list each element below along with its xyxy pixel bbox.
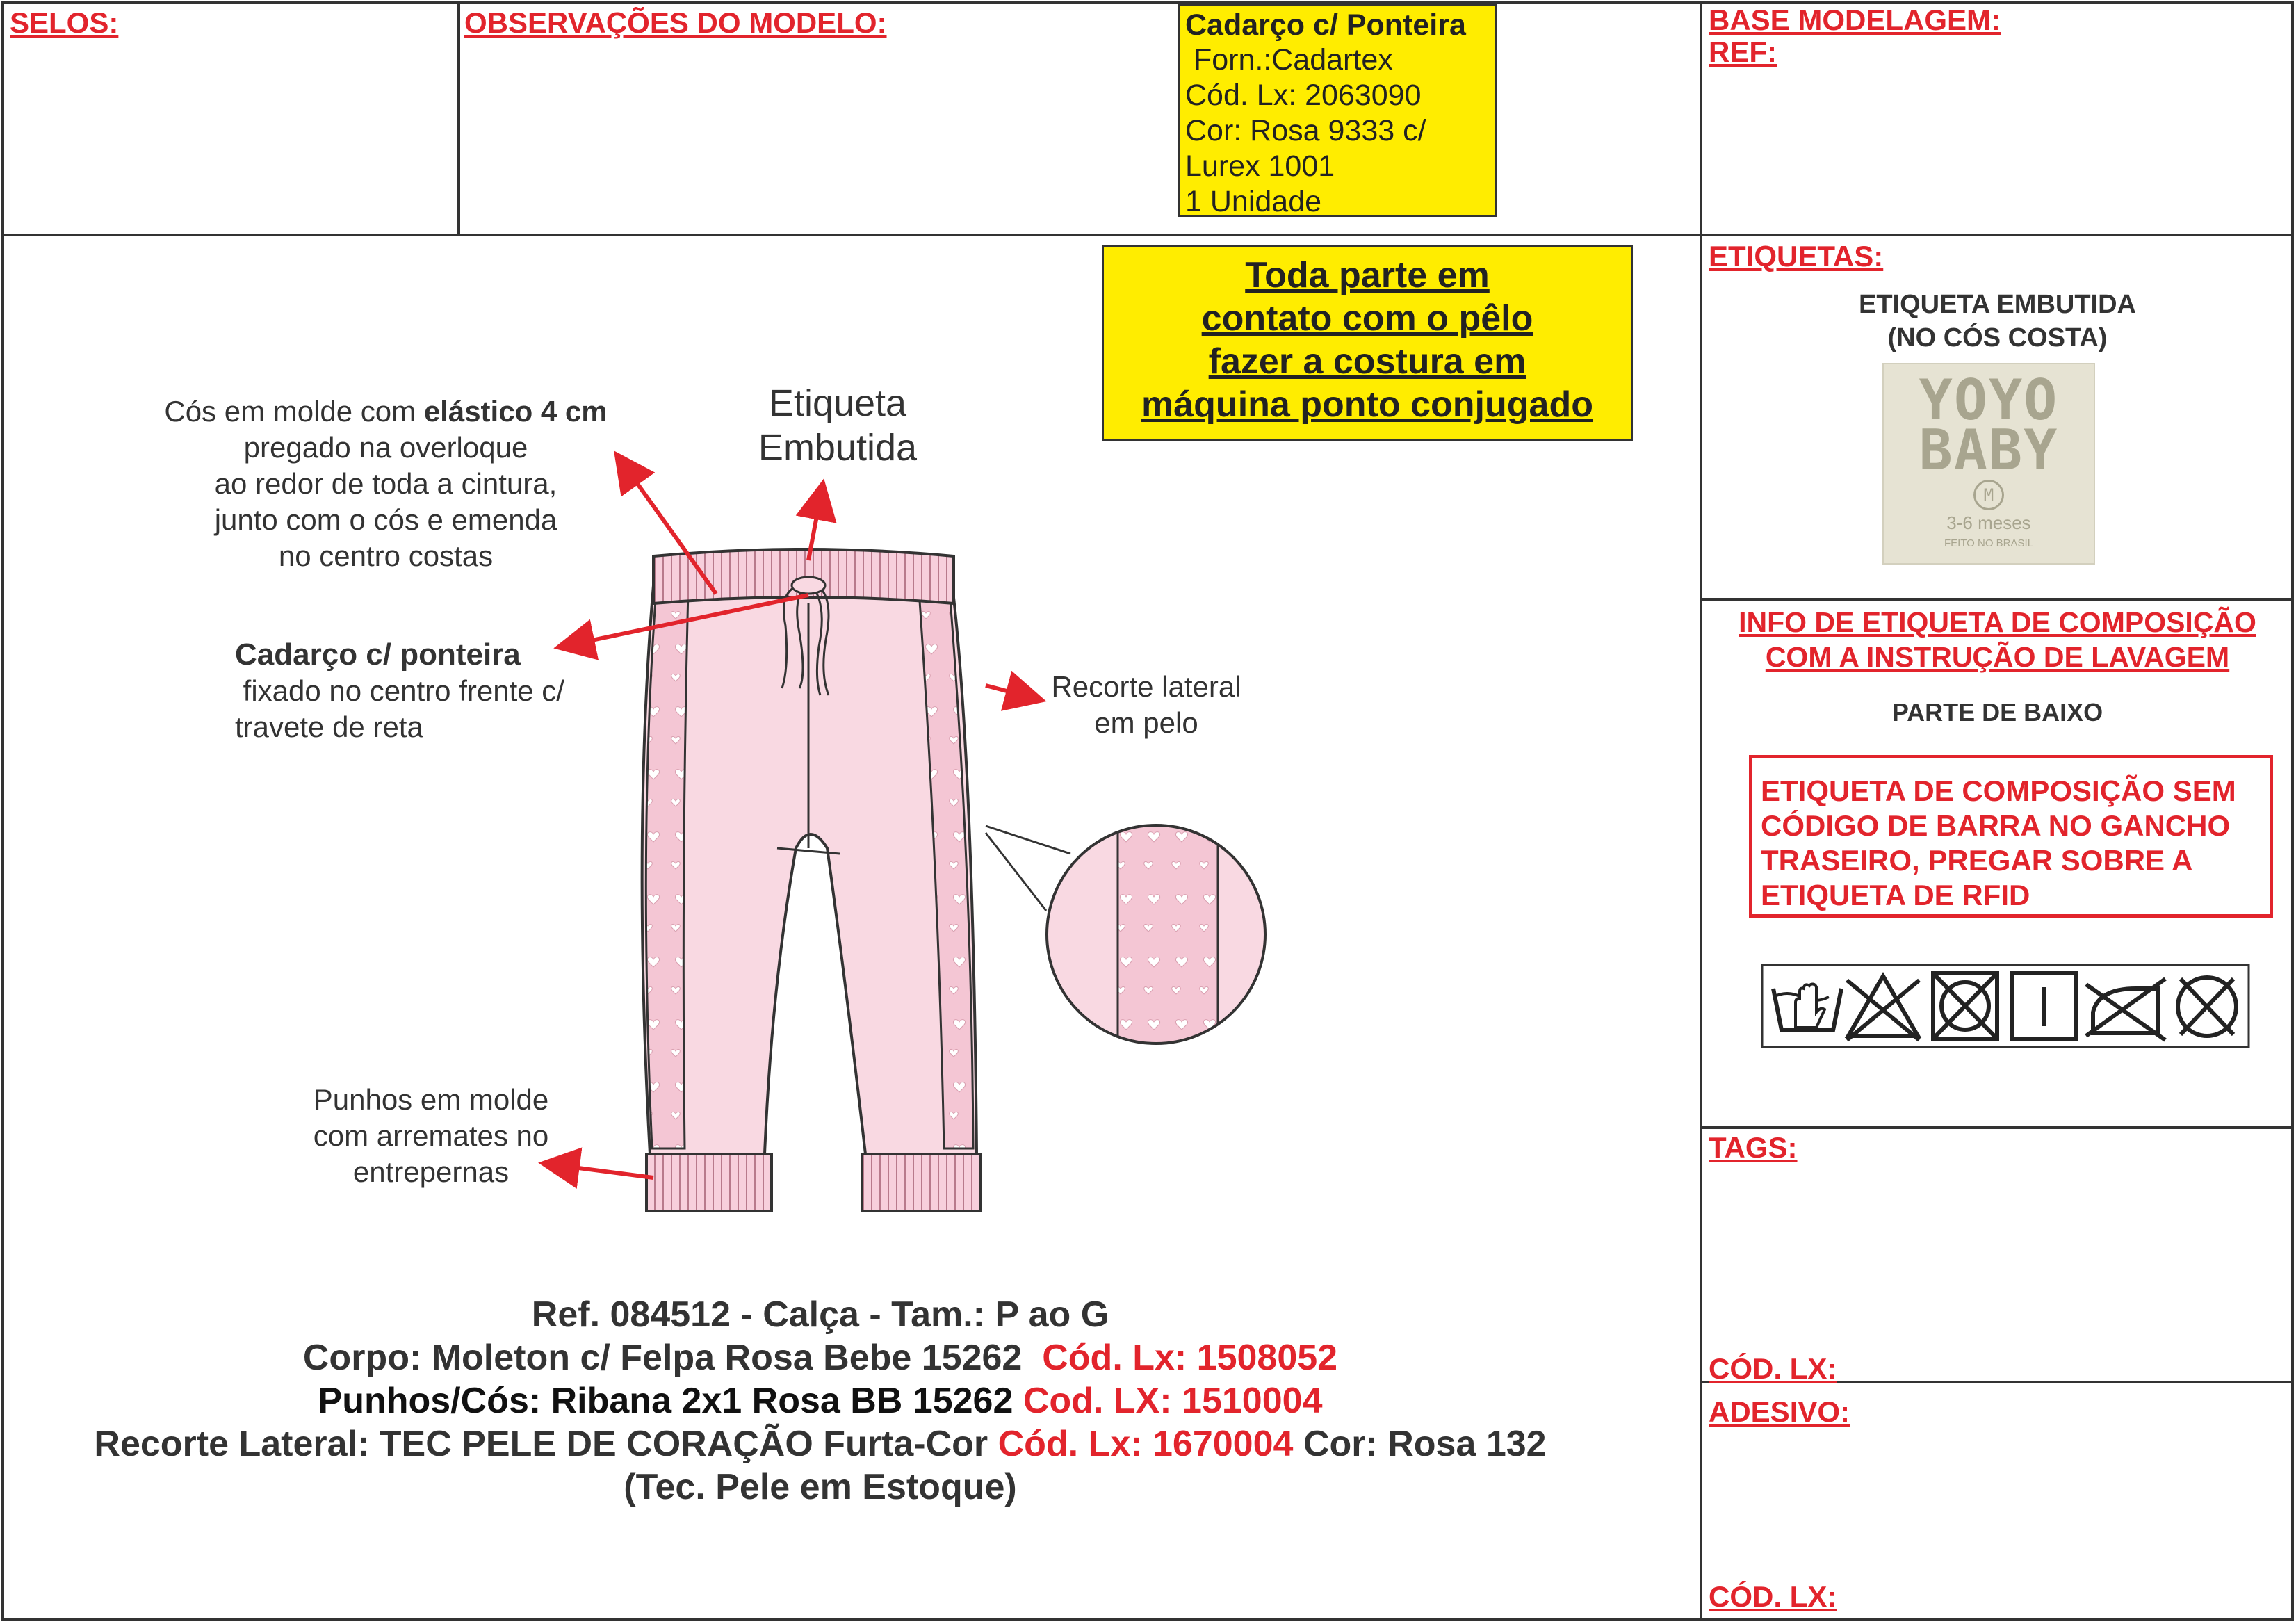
pants-body: [642, 549, 980, 1211]
tags-label: TAGS:: [1709, 1131, 1798, 1164]
pelo-note-line: máquina ponto conjugado: [1141, 384, 1593, 425]
right-divider-2: [1701, 1126, 2294, 1129]
etiquetas-label: ETIQUETAS:: [1709, 240, 1884, 273]
punhos-annotation-line: com arremates no: [313, 1119, 549, 1152]
cos-annotation-text: Cós em molde com: [164, 395, 424, 428]
label-size: M: [1973, 480, 2004, 510]
pelo-note-line: Toda parte em: [1245, 255, 1490, 295]
cadarco-annotation-line: travete de reta: [235, 710, 423, 743]
composicao-warning-line: CÓDIGO DE BARRA NO GANCHO: [1761, 809, 2231, 842]
observacoes-label: OBSERVAÇÕES DO MODELO:: [464, 6, 887, 39]
spec-ref-line: Ref. 084512 - Calça - Tam.: P ao G: [531, 1294, 1109, 1335]
composicao-warning-line: ETIQUETA DE RFID: [1761, 879, 2030, 911]
spec-recorte-line: [28, 1422, 1613, 1465]
info-etiqueta-title: [1701, 605, 2294, 674]
cos-annotation-line: junto com o cós e emenda: [214, 503, 557, 536]
etiqueta-embutida-line: ETIQUETA EMBUTIDA: [1859, 290, 2136, 319]
parte-de-baixo-label: PARTE DE BAIXO: [1891, 698, 2103, 726]
spec-punhos-code: Cod. LX: 1510004: [1023, 1381, 1323, 1421]
composicao-warning-line: ETIQUETA DE COMPOSIÇÃO SEM: [1761, 774, 2236, 807]
label-brand-line: YOYO: [1919, 368, 2059, 432]
cos-elastic-text: elástico 4 cm: [423, 395, 608, 428]
cos-annotation-line: pregado na overloque: [243, 431, 528, 464]
cos-annotation-line: no centro costas: [278, 539, 494, 572]
care-symbols-strip: [1761, 964, 2250, 1048]
base-modelagem-label: BASE MODELAGEM:: [1709, 3, 2001, 36]
composicao-warning-box: [1749, 755, 2273, 918]
pelo-note-line: contato com o pêlo: [1201, 298, 1533, 339]
punhos-arrow: [546, 1164, 653, 1178]
spec-punhos-line: [28, 1379, 1613, 1422]
tags-cod-lx-label: CÓD. LX:: [1709, 1352, 1837, 1385]
spec-punhos-text: Punhos/Cós: Ribana 2x1 Rosa BB 15262: [318, 1381, 1023, 1421]
adesivo-label: ADESIVO:: [1709, 1395, 1850, 1428]
cadarco-box-line: Lurex 1001: [1185, 149, 1335, 183]
recorte-annotation-line: Recorte lateral: [1051, 670, 1241, 703]
info-etiqueta-line: INFO DE ETIQUETA DE COMPOSIÇÃO: [1739, 606, 2256, 638]
info-etiqueta-line: COM A INSTRUÇÃO DE LAVAGEM: [1765, 641, 2230, 673]
recorte-arrow: [986, 685, 1039, 699]
spec-corpo-text: Corpo: Moleton c/ Felpa Rosa Bebe 15262: [302, 1338, 1043, 1378]
cadarco-box-title: Cadarço c/ Ponteira: [1185, 8, 1466, 42]
etiqueta-annotation-line: Embutida: [758, 427, 918, 469]
right-divider-1: [1701, 598, 2294, 601]
cadarco-box-line: Forn.:Cadartex: [1185, 43, 1393, 76]
spec-recorte-code: Cód. Lx: 1670004: [998, 1424, 1294, 1464]
no-tumble-dry-icon: [1933, 973, 1997, 1039]
spec-estoque-line: (Tec. Pele em Estoque): [624, 1467, 1017, 1507]
yoyo-baby-label-image: [1882, 363, 2095, 565]
ref-label: REF:: [1709, 35, 1777, 68]
spec-corpo-line: [28, 1336, 1613, 1379]
label-made: FEITO NO BRASIL: [1944, 537, 2034, 549]
label-brand-line: BABY: [1919, 418, 2059, 482]
cadarco-annotation-line: fixado no centro frente c/: [235, 674, 564, 707]
spec-block: [28, 1293, 1613, 1509]
adesivo-cod-lx-label: CÓD. LX:: [1709, 1580, 1837, 1613]
punhos-annotation-line: entrepernas: [352, 1155, 510, 1188]
spec-recorte-color: Cor: Rosa 132: [1293, 1424, 1547, 1464]
recorte-annotation-line: em pelo: [1094, 706, 1198, 739]
etiqueta-annotation-line: Etiqueta: [768, 382, 907, 424]
right-panel-divider: [1700, 1, 1702, 1621]
label-age: 3-6 meses: [1946, 512, 2031, 533]
composicao-warning-line: TRASEIRO, PREGAR SOBRE A: [1761, 844, 2193, 877]
selos-label: SELOS:: [10, 6, 119, 39]
cadarco-box-line: Cód. Lx: 2063090: [1185, 79, 1422, 112]
spec-corpo-code: Cód. Lx: 1508052: [1042, 1338, 1338, 1378]
cadarco-annotation-title: Cadarço c/ ponteira: [235, 638, 521, 672]
cos-annotation-line: ao redor de toda a cintura,: [214, 467, 557, 500]
pelo-note-line: fazer a costura em: [1208, 341, 1526, 382]
spec-recorte-text: Recorte Lateral: TEC PELE DE CORAÇÃO Furta-Cor: [94, 1424, 998, 1464]
punhos-annotation-line: Punhos em molde: [313, 1083, 549, 1116]
cadarco-box-line: 1 Unidade: [1185, 185, 1322, 218]
side-panel-detail-magnifier: [986, 820, 1272, 1050]
etiqueta-embutida-line: (NO CÓS COSTA): [1887, 323, 2108, 352]
cadarco-box-line: Cor: Rosa 9333 c/: [1185, 114, 1426, 147]
etiqueta-embutida-title: [1701, 288, 2294, 355]
